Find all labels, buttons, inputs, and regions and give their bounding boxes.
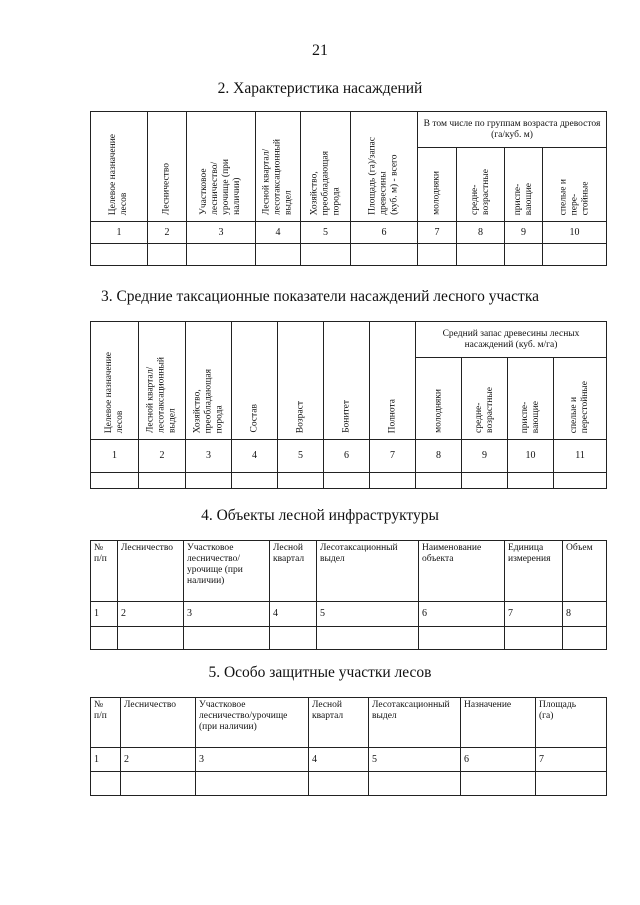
s3-num: 5 [278, 440, 324, 473]
section-5-table [90, 697, 607, 796]
s4-num: 2 [118, 602, 184, 627]
s3-group-header: Средний запас древесины лесных насаждений (куб. м/га) [416, 322, 607, 358]
s4-header-district: Участковое лесничество/ урочище (при наличии) [184, 541, 270, 602]
s3-num: 6 [324, 440, 370, 473]
s3-num: 10 [508, 440, 554, 473]
s3-sub-ripening: приспе- вающие [508, 358, 554, 440]
section-4-table [90, 540, 607, 650]
s4-number-row [91, 602, 607, 627]
s3-header-purpose: Целевое назначение лесов [91, 322, 139, 440]
s2-header-quarter: Лесной квартал/ лесотаксационный выдел [256, 112, 301, 222]
s5-num: 5 [369, 748, 461, 772]
section-2-table [90, 111, 607, 266]
s3-sub-young: молодняки [416, 358, 462, 440]
s2-num: 6 [351, 222, 418, 244]
s4-num: 1 [91, 602, 118, 627]
s2-header-district: Участковое лесничество/ урочище (при наличии) [187, 112, 256, 222]
s2-header-farm: Хозяйство, преобладающая порода [301, 112, 351, 222]
s3-header-bonitet: Бонитет [324, 322, 370, 440]
s3-header-farm: Хозяйство, преобладающая порода [186, 322, 232, 440]
s3-header-age: Возраст [278, 322, 324, 440]
s5-header-area: Площадь (га) [536, 698, 607, 748]
section-2-title: 2. Характеристика насаждений [217, 80, 423, 97]
s3-num: 4 [232, 440, 278, 473]
s3-num: 11 [554, 440, 607, 473]
s4-header-quarter: Лесной квартал [270, 541, 317, 602]
s4-num: 5 [317, 602, 419, 627]
s5-num: 3 [196, 748, 309, 772]
s5-header-purpose: Назначение [461, 698, 536, 748]
s5-num: 7 [536, 748, 607, 772]
s3-sub-middle: средне- возрастные [462, 358, 508, 440]
s4-num: 3 [184, 602, 270, 627]
s2-num: 9 [505, 222, 543, 244]
s2-header-forestry: Лесничество [148, 112, 187, 222]
s4-num: 7 [505, 602, 563, 627]
s3-num: 9 [462, 440, 508, 473]
s2-group-header: В том числе по группам возраста древостоя (га/куб. м) [418, 112, 607, 148]
s4-header-allotment: Лесотаксационный выдел [317, 541, 419, 602]
s5-header-number: № п/п [91, 698, 121, 748]
section-3-table [90, 321, 607, 489]
s3-header-composition: Состав [232, 322, 278, 440]
s2-num: 2 [148, 222, 187, 244]
s2-sub-young: молодняки [418, 148, 457, 222]
s3-num: 8 [416, 440, 462, 473]
s2-num: 7 [418, 222, 457, 244]
s2-num: 3 [187, 222, 256, 244]
s5-header-allotment: Лесотаксационный выдел [369, 698, 461, 748]
s4-header-number: № п/п [91, 541, 118, 602]
section-4-title: 4. Объекты лесной инфраструктуры [201, 507, 439, 524]
s3-empty-row [91, 473, 607, 489]
s4-header-volume: Объем [563, 541, 607, 602]
s2-sub-middle: средне- возрастные [457, 148, 505, 222]
s3-num: 3 [186, 440, 232, 473]
s2-sub-ripening: приспе- вающие [505, 148, 543, 222]
s5-empty-row [91, 772, 607, 796]
s4-empty-row [91, 627, 607, 650]
s2-empty-row [91, 244, 607, 266]
s3-header-density: Полнота [370, 322, 416, 440]
s4-num: 6 [419, 602, 505, 627]
s3-header-quarter: Лесной квартал/ лесотаксационный выдел [139, 322, 186, 440]
s5-header-forestry: Лесничество [121, 698, 196, 748]
s2-sub-mature: спелые и пере- стойные [543, 148, 607, 222]
s5-num: 4 [309, 748, 369, 772]
s2-number-row [91, 222, 607, 244]
s2-num: 1 [91, 222, 148, 244]
s4-num: 4 [270, 602, 317, 627]
s3-number-row [91, 440, 607, 473]
s3-num: 1 [91, 440, 139, 473]
s5-header-quarter: Лесной квартал [309, 698, 369, 748]
s2-header-area: Площадь (га)/запас древесины (куб. м) - всего [351, 112, 418, 222]
s2-num: 8 [457, 222, 505, 244]
s5-num: 1 [91, 748, 121, 772]
s5-number-row [91, 748, 607, 772]
s4-header-forestry: Лесничество [118, 541, 184, 602]
s5-num: 2 [121, 748, 196, 772]
s3-num: 2 [139, 440, 186, 473]
section-3-title: 3. Средние таксационные показатели насаждений лесного участка [100, 288, 540, 305]
s4-header-object-name: Наименование объекта [419, 541, 505, 602]
s2-num: 4 [256, 222, 301, 244]
s2-header-purpose: Целевое назначение лесов [91, 112, 148, 222]
s5-num: 6 [461, 748, 536, 772]
s3-num: 7 [370, 440, 416, 473]
page-number: 21 [312, 42, 328, 59]
section-5-title: 5. Особо защитные участки лесов [208, 664, 432, 681]
s4-num: 8 [563, 602, 607, 627]
s5-header-district: Участковое лесничество/урочище (при наличии) [196, 698, 309, 748]
s2-num: 5 [301, 222, 351, 244]
s4-header-unit: Единица измерения [505, 541, 563, 602]
s3-sub-mature: спелые и перестойные [554, 358, 607, 440]
s2-num: 10 [543, 222, 607, 244]
